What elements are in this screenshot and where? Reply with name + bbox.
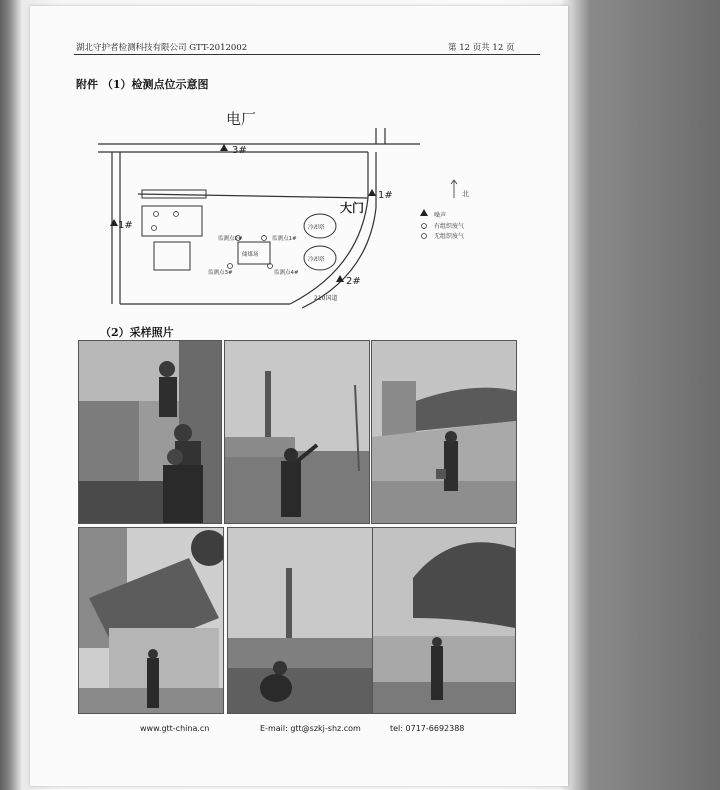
photo-building-sign — [78, 527, 224, 714]
section1-title: 附件 （1）检测点位示意图 — [76, 78, 209, 91]
legend-noise: 噪声 — [434, 212, 447, 219]
north-label: 北 — [462, 190, 469, 198]
footer-email: E-mail: gtt@szkj-shz.com — [260, 724, 361, 733]
gate-label: 大门 — [340, 201, 365, 215]
cooling-tower-2: 冷却塔 — [308, 257, 325, 263]
header-page-number: 第 12 页共 12 页 — [448, 43, 515, 53]
point-1-left-label: 1# — [118, 220, 133, 231]
photo-chimney-crouch — [227, 527, 373, 714]
section2-title: （2）采样照片 — [100, 326, 174, 339]
header-rule — [74, 54, 540, 55]
footer-tel: tel: 0717-6692388 — [390, 724, 465, 733]
legend-unorganized: 无组织废气 — [434, 233, 465, 240]
legend-organized: 有组织废气 — [434, 223, 465, 230]
monitoring-point-map — [90, 98, 510, 318]
monitor-point-d: 监测点4# — [274, 270, 299, 276]
point-3-label: 3# — [232, 145, 247, 156]
monitor-point-b: 监测点1# — [272, 236, 297, 242]
footer-website: www.gtt-china.cn — [140, 724, 210, 733]
center-block-label: 储煤场 — [242, 252, 259, 258]
point-2-label: 2# — [346, 276, 361, 287]
cooling-tower-1: 冷却塔 — [308, 225, 325, 231]
road-label: 210国道 — [314, 295, 338, 302]
photo-workers-instruments — [78, 340, 222, 524]
photo-silo-wall — [371, 340, 517, 524]
header-company: 湖北守护者检测科技有限公司 GTT-2012002 — [76, 43, 248, 53]
monitor-point-a: 监测点2# — [218, 236, 243, 242]
power-plant-label: 电厂 — [226, 110, 257, 128]
photo-chimney-road — [224, 340, 370, 524]
photo-tree-wall — [372, 527, 516, 714]
monitor-point-c: 监测点3# — [208, 270, 233, 276]
point-1-right-label: 1# — [378, 190, 393, 201]
